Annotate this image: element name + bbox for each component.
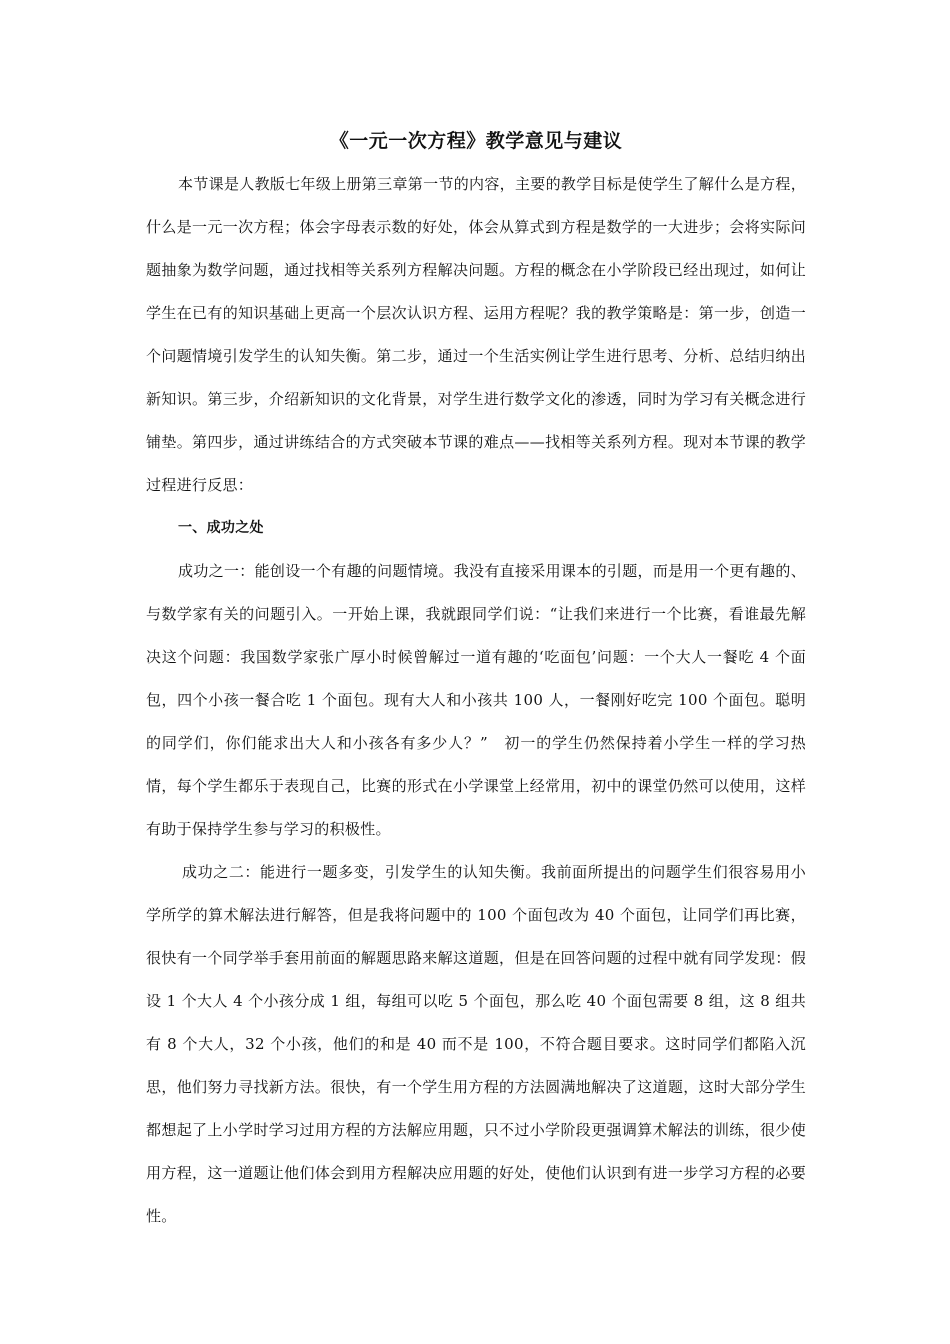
- document-body: [146, 126, 806, 1238]
- success-two-paragraph: 成功之二：能进行一题多变，引发学生的认知失衡。我前面所提出的问题学生们很容易用小学所学的算术解法进行解答，但是我将问题中的 100 个面包改为 40 个面包，让同学们再比赛，很快有一个同学举手套用前面的解题思路来解这道题，但是在回答问题的过程中就有同学发现：假设 1 个大人 4 个小孩分成 1 组，每组可以吃 5 个面包，那么吃 40 个面包需要 8 组，这 8 组共有 8 个大人，32 个小孩，他们的和是 40 而不是 100，不符合题目要求。这时同学们都陷入沉思，他们努力寻找新方法。很快，有一个学生用方程的方法圆满地解决了这道题，这时大部分学生都想起了上小学时学习过用方程的方法解应用题，只不过小学阶段更强调算术解法的训练，很少使用方程，这一道题让他们体会到用方程解决应用题的好处，使他们认识到有进一步学习方程的必要性。: [146, 863, 806, 1225]
- document-title: 《一元一次方程》教学意见与建议: [329, 130, 623, 152]
- section-heading-success: 一、成功之处: [178, 520, 264, 536]
- success-one-paragraph: 成功之一：能创设一个有趣的问题情境。我没有直接采用课本的引题，而是用一个更有趣的、与数学家有关的问题引入。一开始上课，我就跟同学们说：“让我们来进行一个比赛，看谁最先解决这个问题：我国数学家张广厚小时候曾解过一道有趣的‘吃面包’问题：一个大人一餐吃 4 个面包，四个小孩一餐合吃 1 个面包。现有大人和小孩共 100 人，一餐刚好吃完 100 个面包。聪明的同学们，你们能求出大人和小孩各有多少人？” 初一的学生仍然保持着小学生一样的学习热情，每个学生都乐于表现自己，比赛的形式在小学课堂上经常用，初中的课堂仍然可以使用，这样有助于保持学生参与学习的积极性。: [146, 562, 806, 838]
- intro-paragraph: 本节课是人教版七年级上册第三章第一节的内容，主要的教学目标是使学生了解什么是方程，什么是一元一次方程；体会字母表示数的好处，体会从算式到方程是数学的一大进步；会将实际问题抽象为数学问题，通过找相等关系列方程解决问题。方程的概念在小学阶段已经出现过，如何让学生在已有的知识基础上更高一个层次认识方程、运用方程呢？我的教学策略是：第一步，创造一个问题情境引发学生的认知失衡。第二步，通过一个生活实例让学生进行思考、分析、总结归纳出新知识。第三步，介绍新知识的文化背景，对学生进行数学文化的渗透，同时为学习有关概念进行铺垫。第四步，通过讲练结合的方式突破本节课的难点——找相等关系列方程。现对本节课的教学过程进行反思：: [146, 175, 806, 494]
